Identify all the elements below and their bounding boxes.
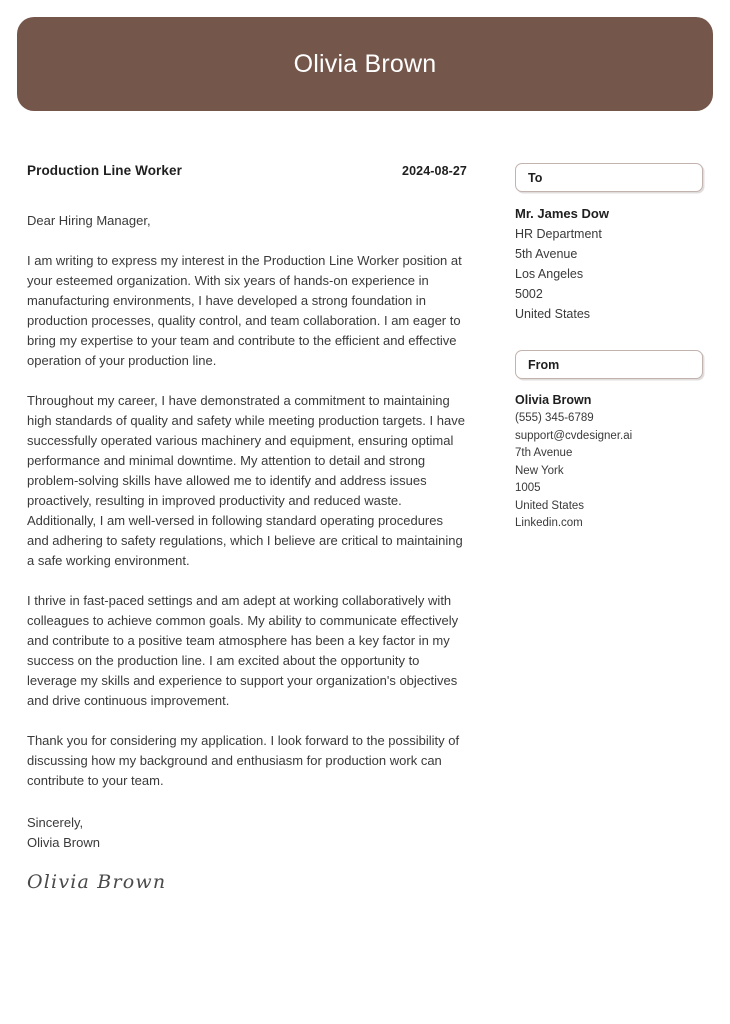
to-field-label: To (528, 170, 543, 185)
page-title: Olivia Brown (293, 49, 437, 78)
recipient-line-3: Los Angeles (515, 267, 584, 281)
signature: Olivia Brown (27, 871, 167, 893)
from-field-box[interactable] (515, 350, 703, 379)
sender-postcode: 1005 (515, 482, 541, 494)
letter-headline-row (27, 163, 467, 178)
closing-block (27, 813, 467, 853)
letter-date: 2024-08-27 (402, 164, 467, 178)
letter-paragraph-2: Throughout my career, I have demonstrated a commitment to maintaining high standards of quality and safety while meeting production targets. I have successfully operated various machinery and equipment, ensuring optimal performance and minimal downtime. My attention to detail and strong problem-solving skills have allowed me to identify and address issues proactively, resulting in improved productivity and reduced waste. Additionally, I am well-versed in following standard operating procedures and adhering to safety regulations, which I believe are critical to maintaining a safe working environment. (27, 393, 465, 568)
recipient-line-2: 5th Avenue (515, 247, 578, 261)
recipient-name: Mr. James Dow (515, 206, 609, 221)
recipient-line-1: HR Department (515, 227, 602, 241)
letter-paragraph-1: I am writing to express my interest in the Production Line Worker position at your esteemed organization. With six years of hands-on experience in manufacturing environments, I have developed a strong foundation in production processes, quality control, and team collaboration. I am eager to bring my expertise to your team and contribute to the efficient and effective operation of your production line. (27, 253, 462, 368)
sender-email: support@cvdesigner.ai (515, 429, 633, 442)
job-title: Production Line Worker (27, 163, 182, 178)
sender-block (515, 391, 705, 533)
salutation: Dear Hiring Manager, (27, 213, 151, 228)
closing-word: Sincerely, (27, 815, 84, 830)
recipient-line-4: 5002 (515, 287, 543, 301)
contact-column (515, 111, 705, 533)
recipient-block (515, 204, 705, 324)
letter-column (27, 111, 467, 893)
from-field-label: From (528, 357, 560, 372)
letter-paragraph-3: I thrive in fast-paced settings and am adept at working collaboratively with colleagues to achieve common goals. My ability to communicate effectively and contribute to a positive team atmosphere has been a key factor in my success on the production line. I am excited about the opportunity to leverage my skills and experience to support your organization's objectives and drive continuous improvement. (27, 593, 459, 708)
to-field-box[interactable] (515, 163, 703, 192)
recipient-line-5: United States (515, 307, 591, 321)
sender-name: Olivia Brown (515, 393, 592, 407)
sender-city: New York (515, 464, 564, 477)
sender-country: United States (515, 499, 585, 512)
sender-street: 7th Avenue (515, 447, 573, 459)
sender-website: Linkedin.com (515, 517, 583, 529)
closing-name: Olivia Brown (27, 835, 100, 850)
header-banner (17, 17, 713, 111)
letter-paragraph-4: Thank you for considering my application. I look forward to the possibility of discussing how my background and enthusiasm for production work can contribute to your team. (27, 733, 460, 788)
sender-phone: (555) 345-6789 (515, 412, 594, 424)
